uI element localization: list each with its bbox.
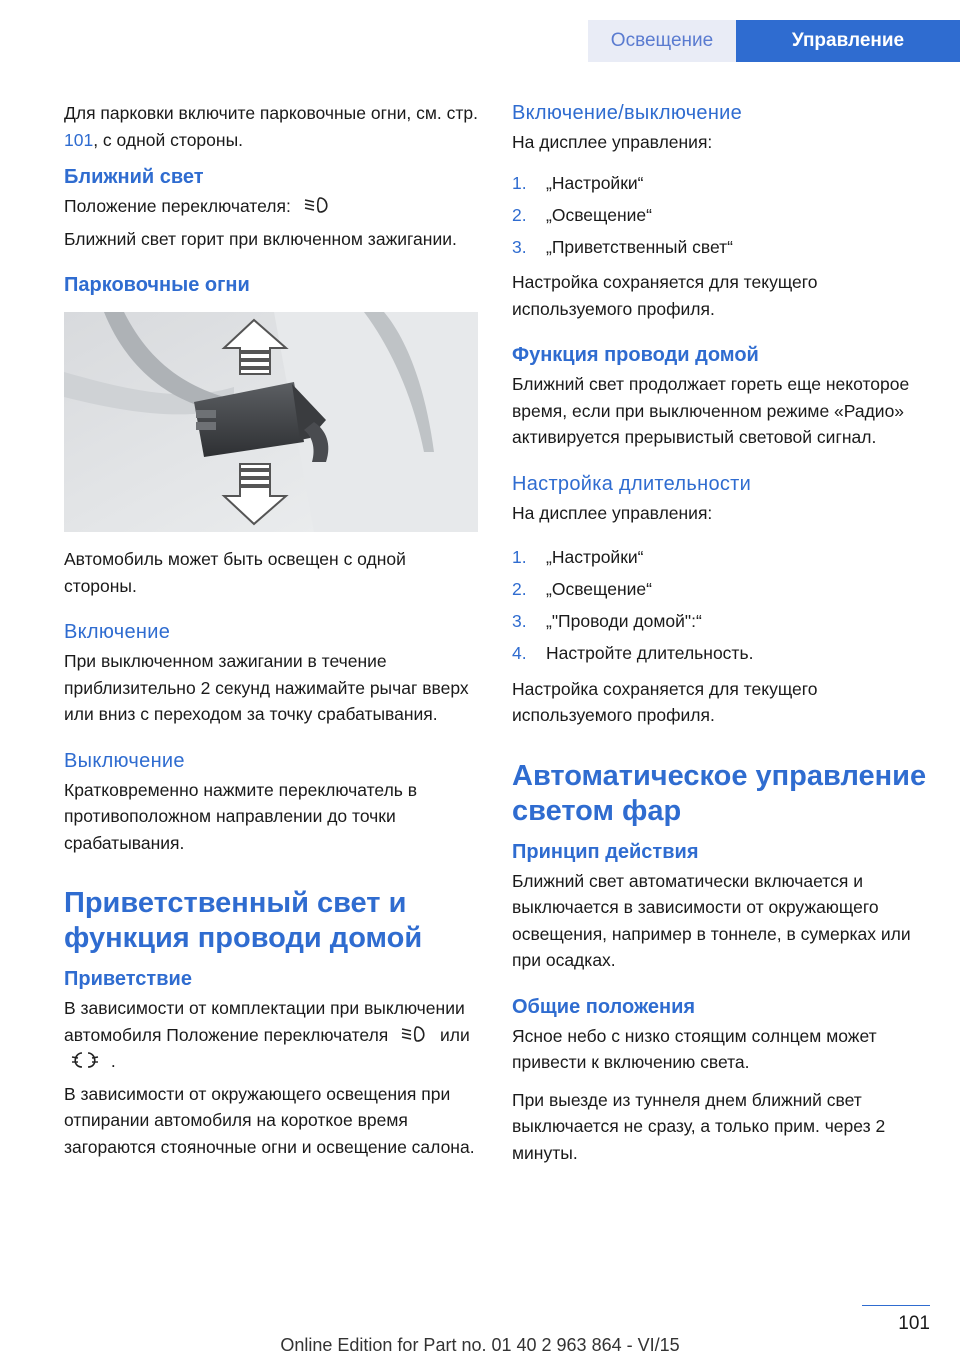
- list-item: 2. „Освещение“: [512, 576, 930, 603]
- edition-note: Online Edition for Part no. 01 40 2 963 864 - VI/15: [280, 1335, 680, 1355]
- onoff-step-text: „Освещение“: [546, 204, 652, 225]
- general-text-1: Ясное небо с низко стоящим солнцем может привести к включению света.: [512, 1025, 877, 1072]
- list-item: 1. „Настройки“: [512, 170, 930, 197]
- principle-text: Ближний свет автоматически включается и выключается в зависимости от окружающего освещения, например в тоннеле, в сумерках или при осадках.: [512, 870, 911, 970]
- auto-section-title: Автоматическое управление светом фар: [512, 759, 927, 827]
- parking-on-text: При выключенном зажигании в течение приблизительно 2 секунд нажимайте рычаг вверх или вниз с переходом за точку срабатывания.: [64, 651, 469, 724]
- low-beam-headlight-icon: [302, 195, 332, 215]
- low-beam-position: [64, 193, 478, 220]
- chapter-tab[interactable]: Управление: [736, 20, 960, 62]
- welcome-text-1-or: или: [440, 1024, 470, 1045]
- parking-light-icon: [70, 1050, 100, 1070]
- general-text-2: При выезде из туннеля днем ближний свет выключается не сразу, а только прим. через 2 минуты.: [512, 1089, 886, 1163]
- low-beam-position-text: Положение переключателя:: [64, 196, 291, 216]
- parking-heading: Парковочные огни: [64, 274, 250, 296]
- parking-caption: Автомобиль может быть освещен с одной стороны.: [64, 549, 406, 596]
- duration-step-text: Настройте длительность.: [546, 643, 754, 663]
- lever-illustration: [64, 312, 478, 532]
- low-beam-headlight-icon: [399, 1024, 429, 1044]
- intro-text: Для парковки включите парковочные огни, см. стр.: [64, 103, 479, 123]
- onoff-saved: Настройка сохраняется для текущего используемого профиля.: [512, 272, 818, 319]
- welcome-text-1-main: В зависимости от комплектации при выключении автомобиля Положение переключателя: [64, 998, 465, 1045]
- parking-off-heading: Выключение: [64, 749, 185, 772]
- onoff-step-text: „Настройки“: [546, 172, 644, 193]
- parking-on-heading: Включение: [64, 621, 171, 643]
- home-heading: Функция проводи домой: [512, 344, 759, 366]
- page-number: 101: [898, 1313, 930, 1334]
- low-beam-heading: Ближний свет: [64, 166, 204, 188]
- intro-text-end: , с одной стороны.: [93, 129, 244, 150]
- duration-saved: Настройка сохраняется для текущего используемого профиля.: [512, 678, 818, 725]
- onoff-steps: [512, 170, 930, 261]
- duration-display: На дисплее управления:: [512, 502, 713, 523]
- list-item: 3. „"Проводи домой":“: [512, 608, 930, 635]
- welcome-text-2: В зависимости от окружающего освещения при отпирании автомобиля на короткое время загораются стояночные огни и освещение салона.: [64, 1083, 475, 1157]
- footer-divider: [862, 1305, 930, 1306]
- welcome-text-1: [64, 995, 478, 1075]
- section-tab[interactable]: Освещение: [588, 20, 736, 62]
- page-header: [0, 20, 960, 62]
- duration-steps: [512, 544, 930, 667]
- list-item: 2. „Освещение“: [512, 202, 930, 229]
- welcome-heading: Приветствие: [64, 968, 192, 990]
- onoff-step-text: „Приветственный свет“: [546, 236, 733, 257]
- duration-step-text: „Настройки“: [546, 547, 644, 567]
- onoff-display: На дисплее управления:: [512, 132, 713, 152]
- page-link[interactable]: 101: [64, 129, 94, 150]
- onoff-heading: Включение/выключение: [512, 102, 743, 124]
- parking-off-text: Кратковременно нажмите переключатель в противоположном направлении до точки срабатывания.: [64, 779, 418, 853]
- duration-heading: Настройка длительности: [512, 472, 752, 495]
- right-column: [512, 100, 930, 1177]
- list-item: 1. „Настройки“: [512, 544, 930, 571]
- home-text: Ближний свет продолжает гореть еще некоторое время, если при выключенном режиме «Радио» активируется прерывистый световой сигнал.: [512, 374, 910, 447]
- list-item: 4. Настройте длительность.: [512, 640, 930, 667]
- list-item: 3. „Приветственный свет“: [512, 234, 930, 261]
- duration-step-text: „Освещение“: [546, 579, 652, 599]
- principle-heading: Принцип действия: [512, 840, 699, 863]
- low-beam-text: Ближний свет горит при включенном зажигании.: [64, 228, 457, 249]
- intro-paragraph: [64, 100, 478, 153]
- welcome-section-title: Приветственный свет и функция проводи домой: [64, 887, 423, 954]
- welcome-text-1-end: .: [110, 1051, 116, 1071]
- left-column: [64, 100, 478, 1171]
- general-heading: Общие положения: [512, 995, 696, 1018]
- duration-step-text: „"Проводи домой":“: [546, 611, 702, 631]
- parking-lever-photo: [64, 312, 478, 532]
